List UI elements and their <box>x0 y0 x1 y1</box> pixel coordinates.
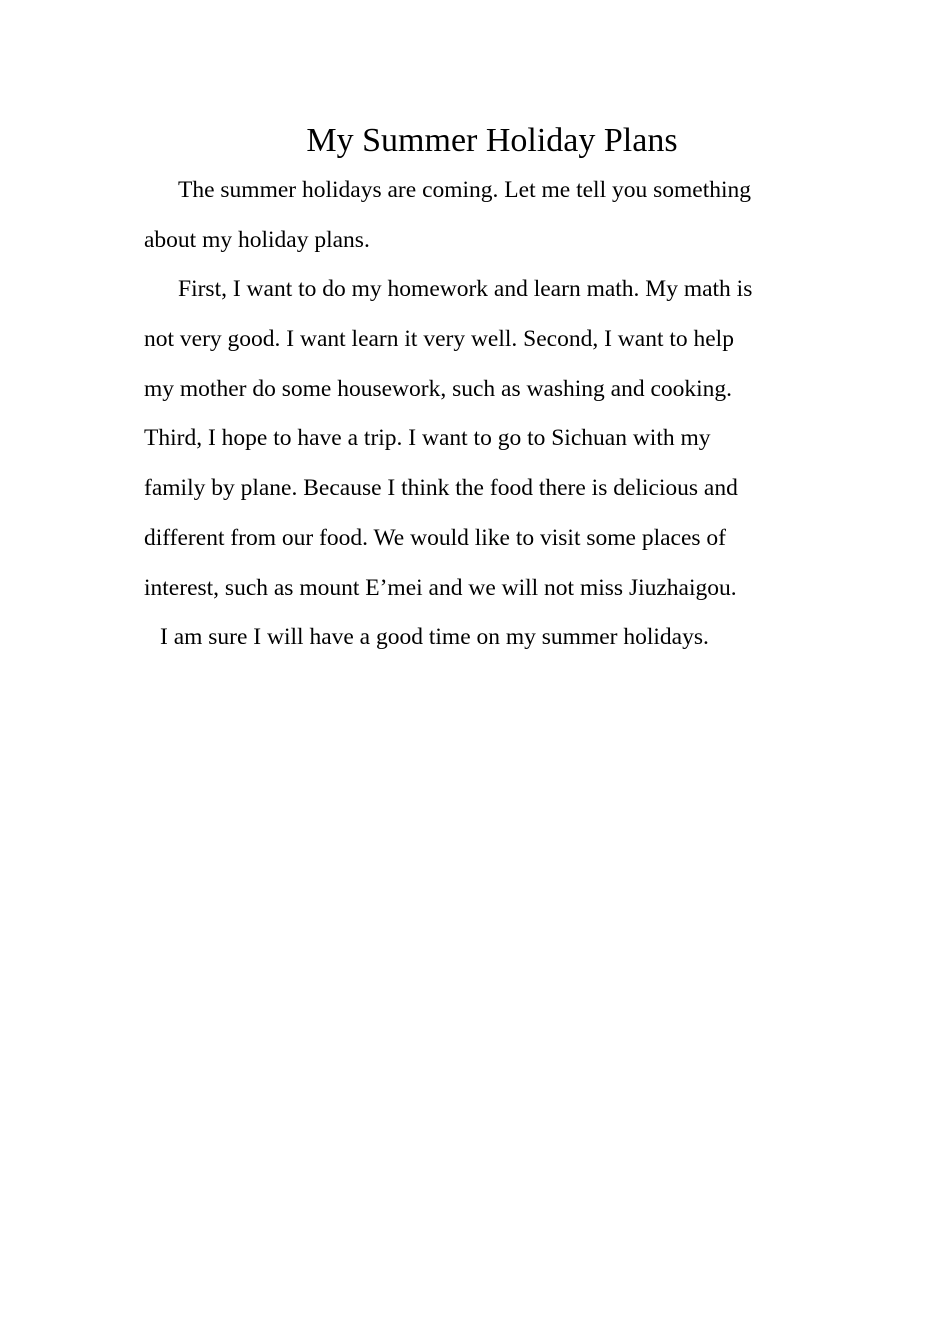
text-line: family by plane. Because I think the food there is delicious and <box>144 475 738 502</box>
text-line: The summer holidays are coming. Let me tell you something <box>178 177 752 203</box>
text-line: I am sure I will have a good time on my summer holidays. <box>160 624 709 651</box>
essay-body <box>144 166 824 663</box>
text-line: First, I want to do my homework and learn math. My math is <box>178 276 753 303</box>
text-line: about my holiday plans. <box>144 226 370 253</box>
text-line: interest, such as mount E’mei and we will not miss Jiuzhaigou. <box>144 574 737 601</box>
text-line: my mother do some housework, such as washing and cooking. <box>144 375 733 402</box>
text-line: different from our food. We would like to visit some places of <box>144 524 727 551</box>
text-line: Third, I hope to have a trip. I want to go to Sichuan with my <box>144 425 711 452</box>
page-title: My Summer Holiday Plans <box>306 122 678 159</box>
text-line: not very good. I want learn it very well. Second, I want to help <box>144 326 734 353</box>
